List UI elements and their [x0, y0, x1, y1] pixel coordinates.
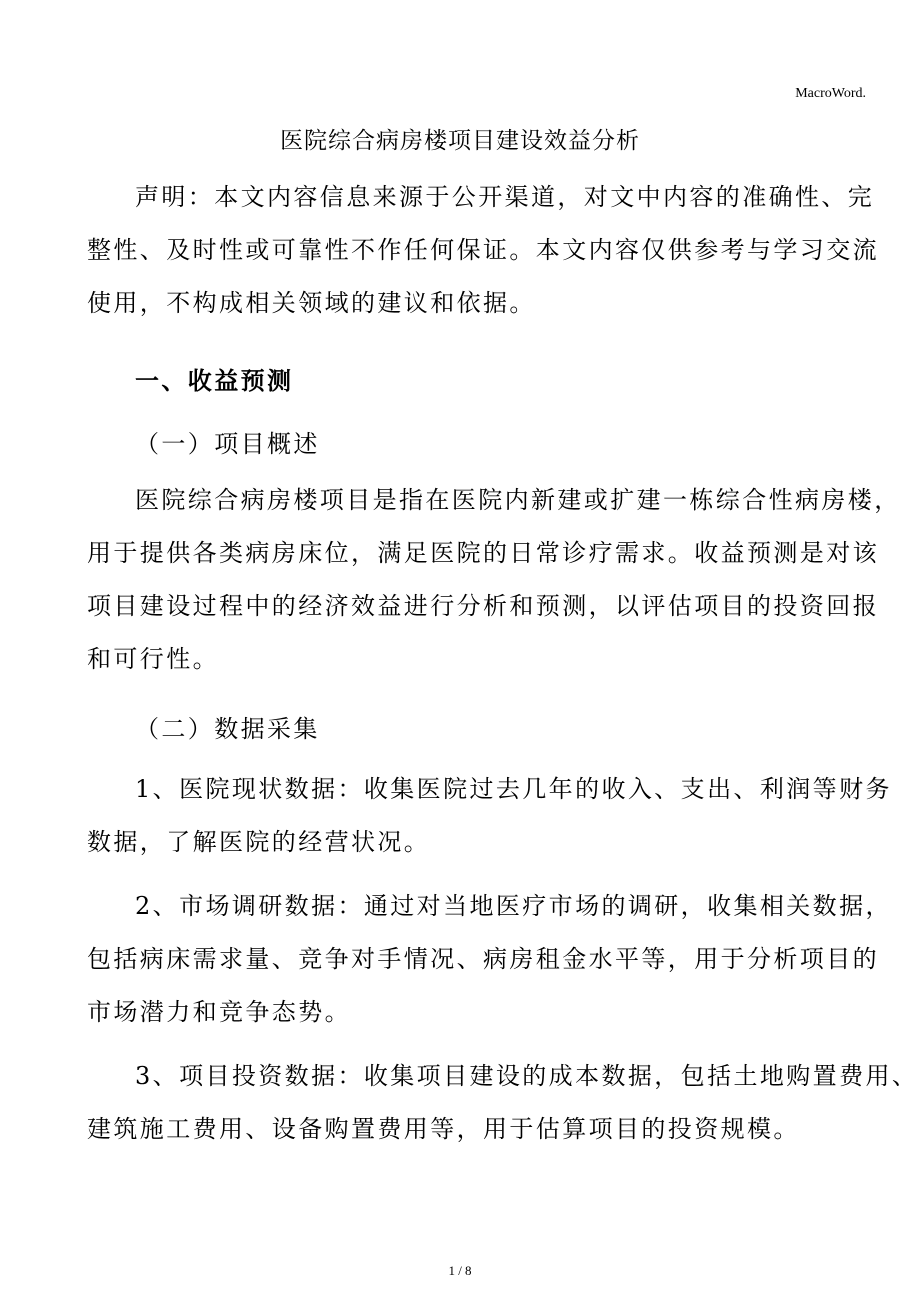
- subsection-heading: （一）项目概述: [135, 430, 320, 458]
- disclaimer-paragraph: [87, 182, 879, 341]
- text-line: 医院综合病房楼项目是指在医院内新建或扩建一栋综合性病房楼，: [135, 486, 901, 514]
- text-line: 声明：本文内容信息来源于公开渠道，对文中内容的准确性、完: [135, 183, 875, 211]
- overview-paragraph: [87, 485, 901, 697]
- list-item: [87, 1061, 919, 1167]
- text-line: 建筑施工费用、设备购置费用等，用于估算项目的投资规模。: [87, 1115, 800, 1143]
- page-number: 1 / 8: [448, 1263, 472, 1278]
- text-line: 数据，了解医院的经营状况。: [87, 828, 431, 856]
- text-line: 3、项目投资数据：收集项目建设的成本数据，包括土地购置费用、: [135, 1062, 919, 1090]
- text-line: 用于提供各类病房床位，满足医院的日常诊疗需求。收益预测是对该: [87, 539, 879, 567]
- subsection-heading: （二）数据采集: [135, 715, 320, 743]
- header-brand: MacroWord.: [795, 86, 866, 101]
- section-heading: 一、收益预测: [135, 366, 294, 395]
- document-title: 医院综合病房楼项目建设效益分析: [280, 128, 640, 154]
- text-line: 包括病床需求量、竞争对手情况、病房租金水平等，用于分析项目的: [87, 945, 879, 973]
- text-line: 使用，不构成相关领域的建议和依据。: [87, 289, 536, 317]
- text-line: 项目建设过程中的经济效益进行分析和预测，以评估项目的投资回报: [87, 592, 879, 620]
- list-item: [87, 774, 892, 880]
- list-item: [87, 891, 892, 1050]
- text-line: 和可行性。: [87, 645, 219, 673]
- text-line: 市场潜力和竞争态势。: [87, 998, 351, 1026]
- text-line: 1、医院现状数据：收集医院过去几年的收入、支出、利润等财务: [135, 775, 892, 803]
- text-line: 整性、及时性或可靠性不作任何保证。本文内容仅供参考与学习交流: [87, 236, 879, 264]
- text-line: 2、市场调研数据：通过对当地医疗市场的调研，收集相关数据，: [135, 892, 892, 920]
